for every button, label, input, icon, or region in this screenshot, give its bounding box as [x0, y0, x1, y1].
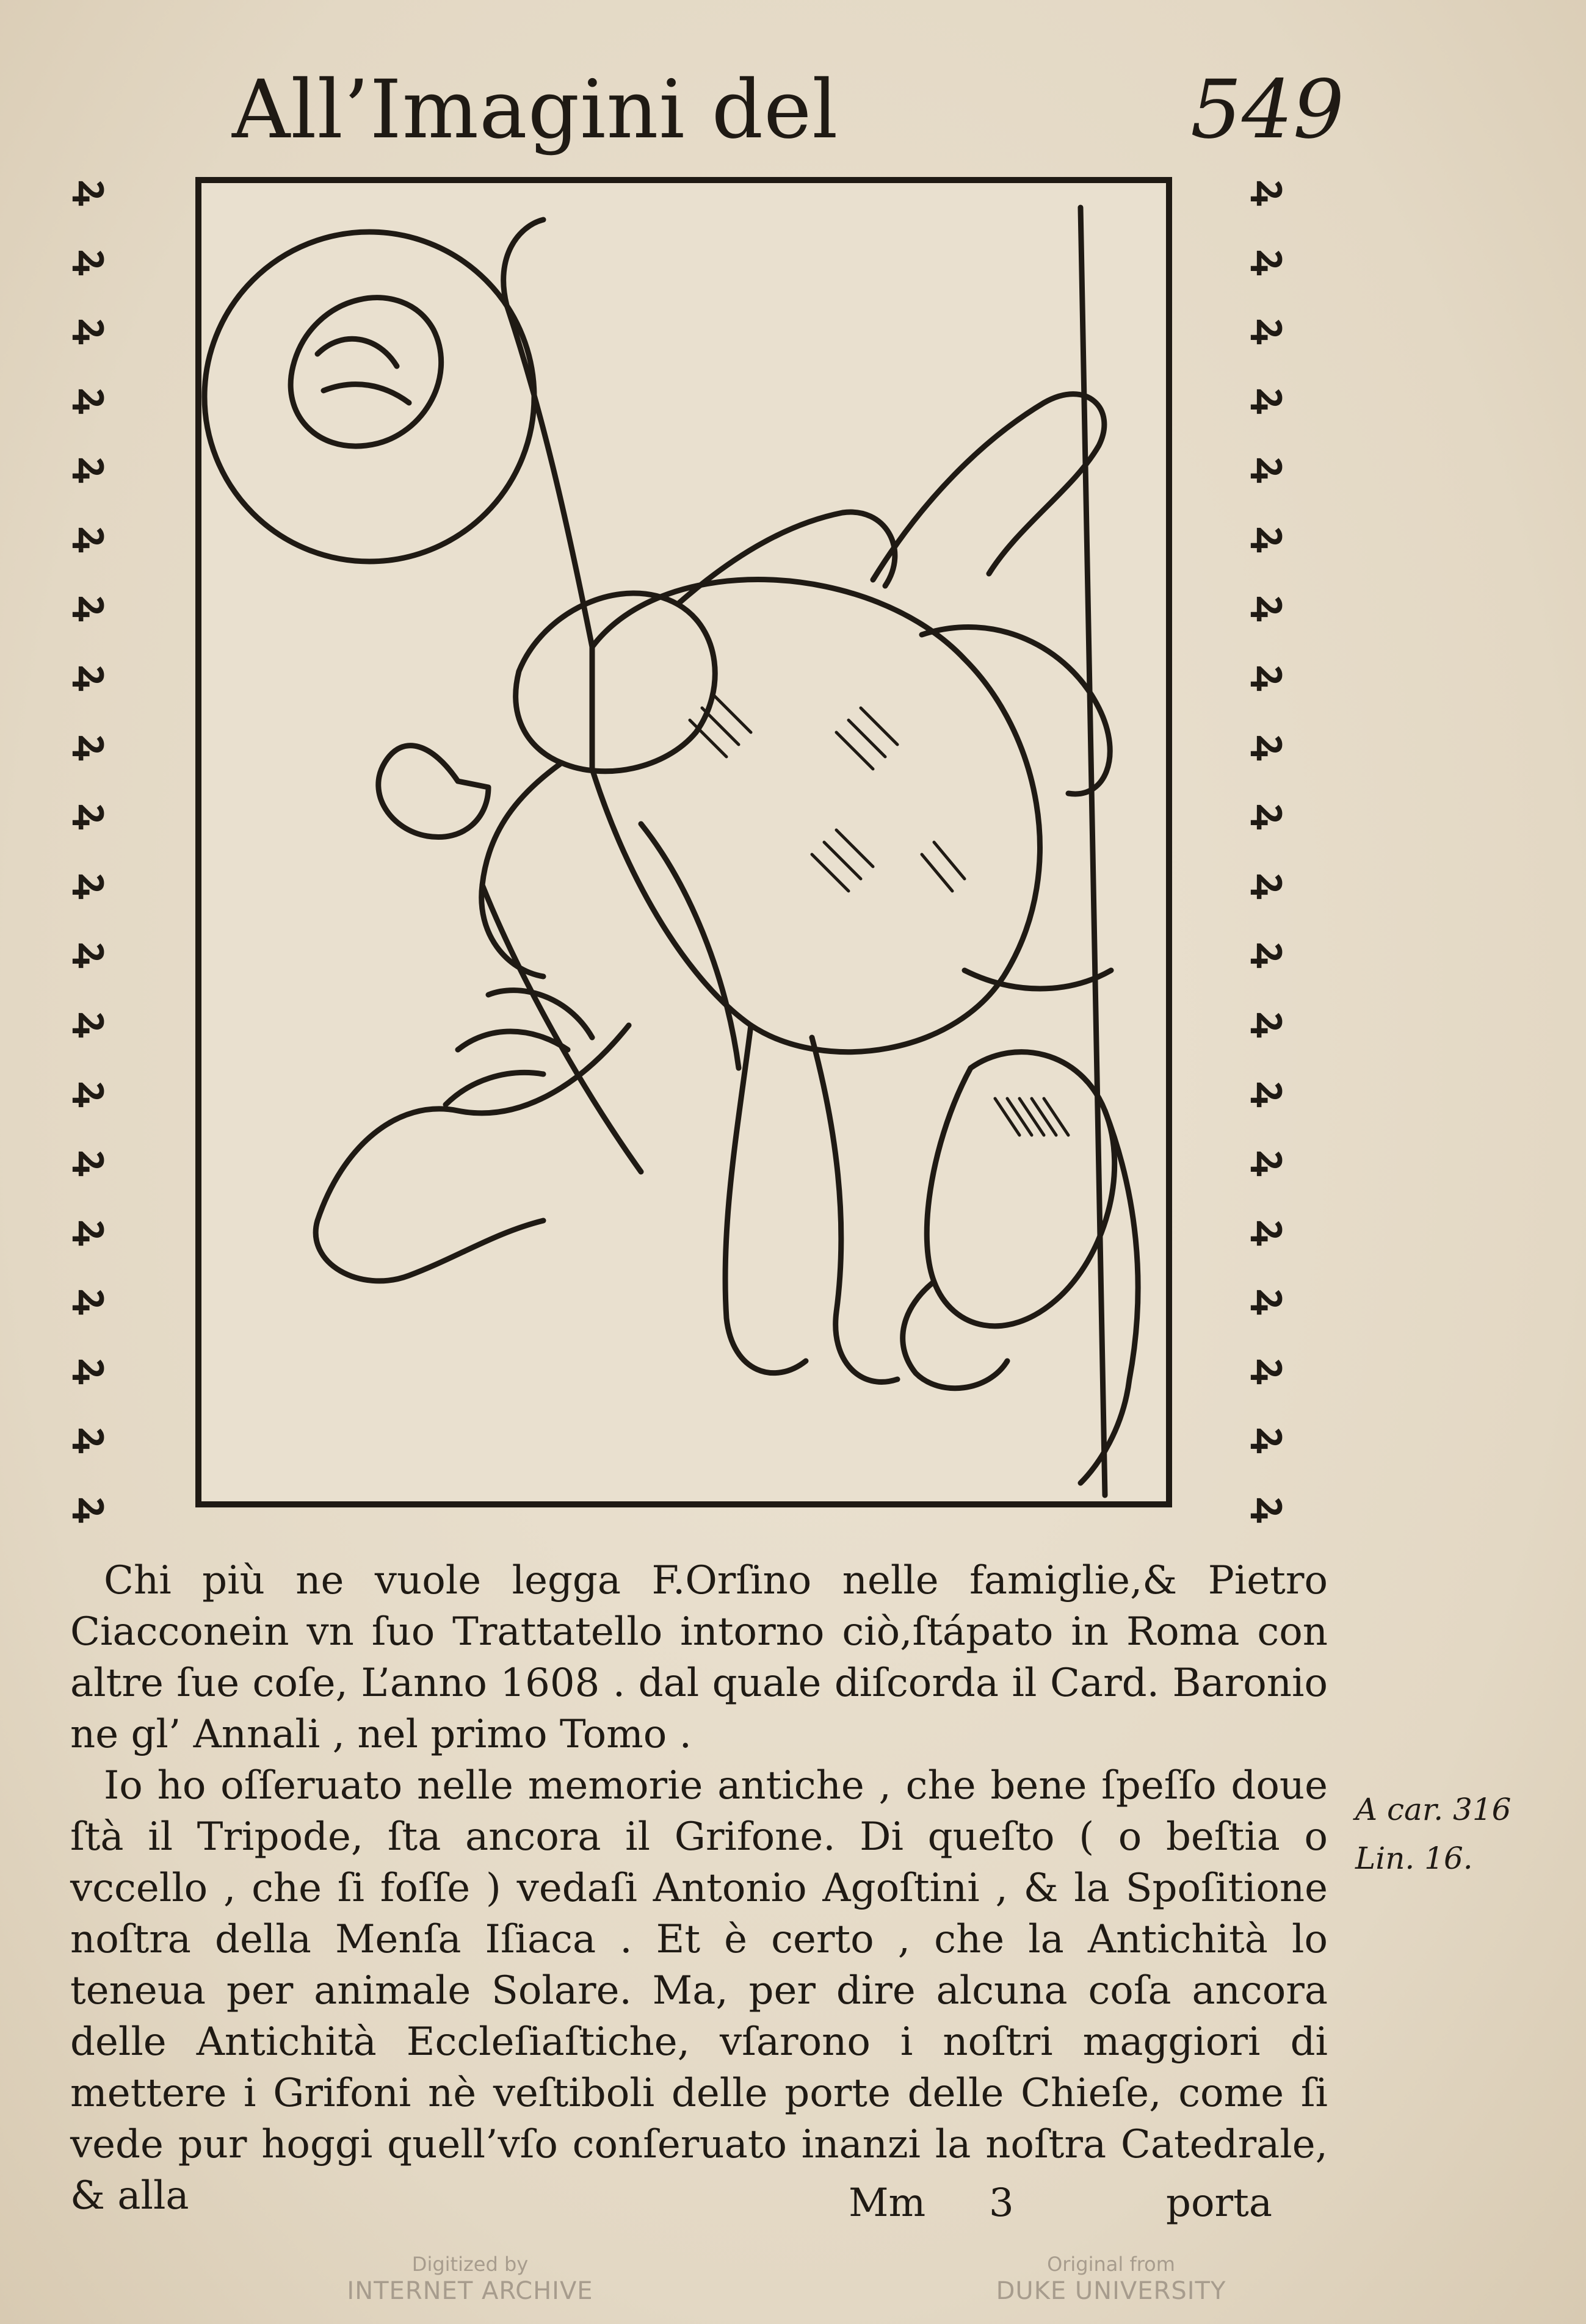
horse-head — [316, 1025, 629, 1281]
border-ornament: ꝝ — [69, 1427, 121, 1454]
border-ornament: ꝝ — [69, 1150, 121, 1176]
margin-note — [1355, 1785, 1526, 1883]
horse-front-leg — [873, 394, 1104, 580]
griffin-body — [927, 1052, 1114, 1326]
border-ornament: ꝝ — [1247, 1081, 1299, 1107]
border-ornament: ꝝ — [1247, 527, 1299, 552]
catchword: porta — [1166, 2181, 1272, 2226]
margin-note-line: A car. 316 — [1355, 1792, 1512, 1827]
original-from-credit — [928, 2252, 1294, 2306]
border-ornament: ꝝ — [69, 665, 121, 691]
border-ornament: ꝝ — [1247, 1150, 1299, 1176]
horse-hind-leg — [812, 1038, 897, 1382]
border-ornament: ꝝ — [69, 873, 121, 899]
horse-leg — [922, 627, 1110, 793]
border-ornament: ꝝ — [1247, 1012, 1299, 1038]
border-ornament: ꝝ — [69, 1497, 121, 1523]
border-ornament: ꝝ — [69, 596, 121, 622]
medallion-circle — [205, 232, 534, 561]
border-ornament: ꝝ — [69, 804, 121, 830]
running-title: All’Imagini del — [232, 63, 839, 157]
border-ornament: ꝝ — [1247, 873, 1299, 899]
border-ornament: ꝝ — [69, 180, 121, 206]
horse-tail — [504, 220, 592, 647]
border-ornament: ꝝ — [69, 1012, 121, 1038]
margin-note-line: Lin. 16. — [1355, 1841, 1473, 1876]
border-ornament: ꝝ — [1247, 1289, 1299, 1315]
border-ornament: ꝝ — [69, 527, 121, 552]
credit-big: DUKE UNIVERSITY — [996, 2277, 1226, 2305]
signature-number: 3 — [989, 2181, 1014, 2226]
credit-small: Original from — [1047, 2253, 1175, 2276]
border-ornament: ꝝ — [1247, 942, 1299, 969]
credit-small: Digitized by — [411, 2253, 529, 2276]
horse-body — [592, 580, 1040, 1052]
rider-arm — [678, 512, 895, 604]
border-ornament: ꝝ — [1247, 457, 1299, 483]
paragraph: Io ho oſſeruato nelle memorie antiche , che bene ſpeſſo doue ſtà il Tripode, ſta ancora il Grifone. Di queſto ( o beſtia o vccello , che ſi foſſe ) vedaſi Antonio Agoſtini , & la Spoſitione noſtra della Menſa Iſiaca . Et è certo , che la Antichità lo teneua per animale Solare. Ma, per dire alcuna coſa ancora delle Antichità Eccleſiaſtiche, vſarono i noſtri maggiori di mettere i Grifoni nè veſtiboli delle porte delle Chieſe, come ſi vede pur hoggi quell’vſo conſeruato inanzi la noſtra Catedrale, & alla — [70, 1763, 1328, 2218]
border-ornament: ꝝ — [69, 457, 121, 483]
border-ornament: ꝝ — [69, 1081, 121, 1107]
paragraph: Chi più ne vuole legga F.Orſino nelle famiglie,& Pietro Ciacconein vn ſuo Trattatello intorno ciò,ſtápato in Roma con altre ſue coſe, L’anno 1608 . dal quale diſcorda il Card. Baronio ne gl’ Annali , nel primo Tomo . — [70, 1558, 1328, 1757]
woodcut-horse-rider-griffin-icon — [201, 183, 1166, 1501]
border-ornament: ꝝ — [69, 319, 121, 344]
border-ornament: ꝝ — [1247, 1219, 1299, 1246]
border-ornament: ꝝ — [1247, 319, 1299, 344]
left-ornamental-border — [61, 171, 128, 1532]
border-ornament: ꝝ — [69, 1359, 121, 1384]
border-ornament: ꝝ — [69, 1289, 121, 1315]
border-ornament: ꝝ — [1247, 1359, 1299, 1384]
right-ornamental-border — [1239, 171, 1306, 1532]
border-ornament: ꝝ — [1247, 596, 1299, 622]
border-ornament: ꝝ — [1247, 249, 1299, 275]
border-ornament: ꝝ — [69, 388, 121, 414]
border-ornament: ꝝ — [69, 249, 121, 275]
digitized-by-credit — [287, 2252, 653, 2306]
rider-head — [378, 746, 488, 837]
page-number: 549 — [1190, 63, 1344, 157]
border-ornament: ꝝ — [1247, 180, 1299, 206]
border-ornament: ꝝ — [1247, 388, 1299, 414]
border-ornament: ꝝ — [69, 1219, 121, 1246]
border-ornament: ꝝ — [1247, 734, 1299, 760]
credit-big: INTERNET ARCHIVE — [347, 2277, 593, 2305]
body-text — [70, 1555, 1328, 2221]
border-ornament: ꝝ — [1247, 1427, 1299, 1454]
griffin-head — [903, 1282, 1007, 1388]
border-ornament: ꝝ — [1247, 665, 1299, 691]
woodcut-illustration — [195, 177, 1172, 1507]
border-ornament: ꝝ — [69, 734, 121, 760]
border-ornament: ꝝ — [1247, 1497, 1299, 1523]
border-ornament: ꝝ — [69, 942, 121, 969]
border-ornament: ꝝ — [1247, 804, 1299, 830]
signature-mark: Mm — [849, 2181, 926, 2226]
medallion-head — [291, 298, 441, 446]
